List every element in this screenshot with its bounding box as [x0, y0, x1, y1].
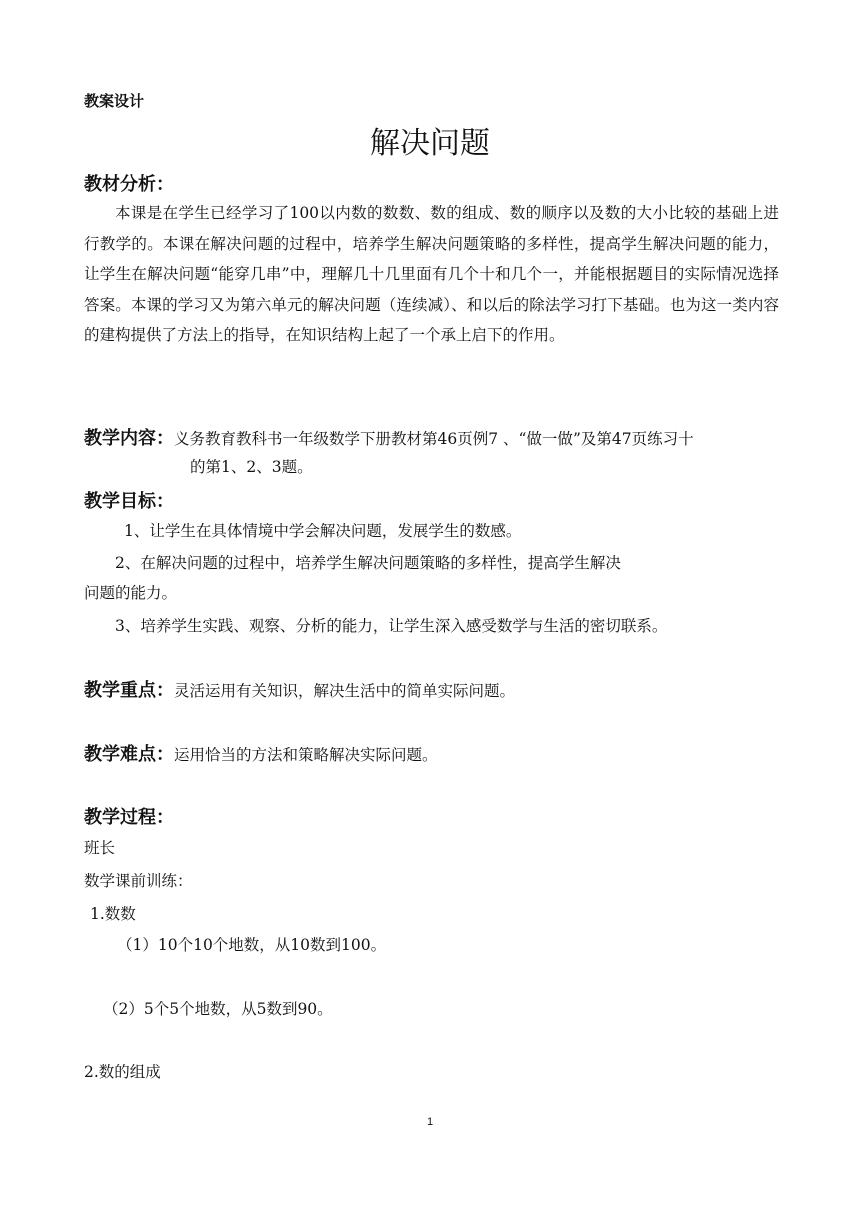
page-number: 1 [426, 1116, 434, 1128]
doc-type-label: 教案设计 [84, 92, 145, 110]
goal-item-1: 1、让学生在具体情境中学会解决问题，发展学生的数感。 [124, 522, 522, 540]
goal-item-3: 3、培养学生实践、观察、分析的能力，让学生深入感受数学与生活的密切联系。 [115, 617, 668, 635]
difficulty-point [84, 740, 438, 766]
process-item-1-2: （2）5个5个地数，从5数到90。 [103, 1000, 333, 1018]
process-line-1: 班长 [84, 839, 116, 857]
key-point [84, 676, 515, 702]
key-point-label: 教学重点： [84, 680, 174, 701]
process-item-1: 1.数数 [90, 905, 136, 923]
page-title: 解决问题 [370, 126, 490, 161]
goal-item-2: 2、在解决问题的过程中，培养学生解决问题策略的多样性，提高学生解决 [115, 554, 621, 572]
goals-heading: 教学目标： [84, 491, 174, 512]
teaching-content [84, 424, 694, 450]
teaching-content-label: 教学内容： [84, 428, 174, 449]
difficulty-label: 教学难点： [84, 744, 174, 765]
process-line-2: 数学课前训练： [84, 872, 193, 890]
goal-item-2-cont: 问题的能力。 [84, 584, 178, 602]
teaching-content-line2: 的第1、2、3题。 [190, 458, 313, 476]
key-point-text: 灵活运用有关知识，解决生活中的简单实际问题。 [174, 682, 516, 700]
process-heading: 教学过程： [84, 807, 174, 828]
analysis-heading: 教材分析： [84, 174, 174, 195]
teaching-content-line1: 义务教育教科书一年级数学下册教材第46页例7 、“做一做”及第47页练习十 [174, 430, 694, 448]
process-item-1-1: （1）10个10个地数，从10数到100。 [117, 936, 387, 954]
analysis-paragraph: 本课是在学生已经学习了100以内数的数数、数的组成、数的顺序以及数的大小比较的基础上进行教学的。本课在解决问题的过程中，培养学生解决问题策略的多样性，提高学生解决问题的能力，让学生在解决问题“能穿几串”中，理解几十几里面有几个十和几个一，并能根据题目的实际情况选择答案。本课的学习又为第六单元的解决问题（连续减）、和以后的除法学习打下基础。也为这一类内容的建构提供了方法上的指导，在知识结构上起了一个承上启下的作用。 [84, 204, 779, 344]
difficulty-text: 运用恰当的方法和策略解决实际问题。 [174, 746, 438, 764]
process-item-2: 2.数的组成 [84, 1063, 161, 1081]
